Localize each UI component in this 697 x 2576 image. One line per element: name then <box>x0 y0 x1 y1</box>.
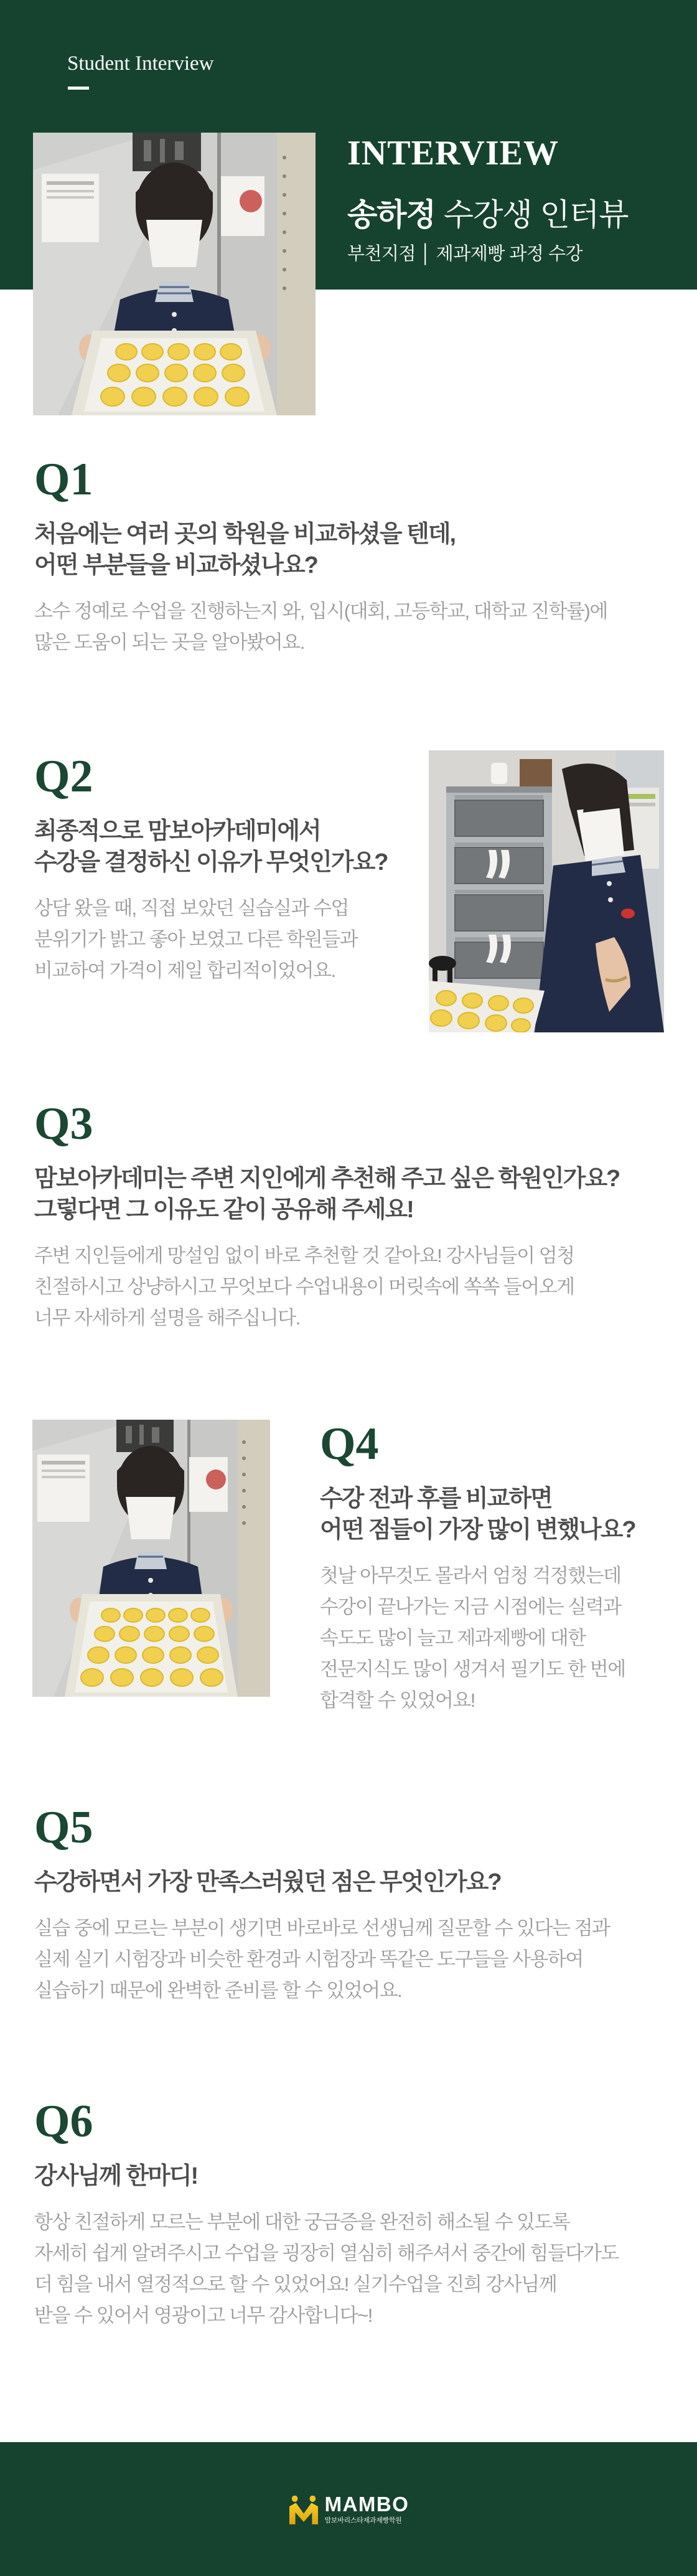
q1-answer <box>34 596 625 658</box>
q4-label: Q4 <box>320 1418 379 1470</box>
q5-answer-line3: 실습하기 때문에 완벽한 준비를 할 수 있었어요. <box>34 1979 402 2001</box>
q3-answer-line3: 너무 자세하게 설명을 해주십니다. <box>34 1307 300 1329</box>
student-photo-hero <box>33 133 316 415</box>
q1-question-line1: 처음에는 여러 곳의 학원을 비교하셨을 텐데, <box>34 521 456 547</box>
q6-answer-line1: 항상 친절하게 모르는 부분에 대한 궁금증을 완전히 해소될 수 있도록 <box>34 2211 570 2233</box>
q4-answer-line5: 합격할 수 있었어요! <box>320 1689 475 1711</box>
q6-question-line1: 강사님께 한마디! <box>34 2163 198 2189</box>
q6-question <box>34 2161 657 2192</box>
q6-label: Q6 <box>34 2096 93 2147</box>
q4-answer-line1: 첫날 아무것도 몰라서 엄청 걱정했는데 <box>320 1565 621 1587</box>
eyebrow-text: Student Interview <box>67 52 214 75</box>
mambo-logo-icon <box>288 2496 319 2524</box>
section-q4 <box>320 1418 643 1716</box>
q3-label: Q3 <box>34 1098 93 1149</box>
q3-question-line1: 맘보아카데미는 주변 지인에게 추천해 주고 싶은 학원인가요? <box>34 1166 620 1192</box>
q4-answer-line2: 수강이 끝나가는 지금 시점에는 실력과 <box>320 1596 621 1618</box>
footer-banner <box>0 2442 697 2576</box>
q1-question <box>34 519 625 581</box>
q6-answer-line2: 자세히 쉽게 알려주시고 수업을 굉장히 열심히 해주셔서 중간에 힘들다가도 <box>34 2242 619 2264</box>
q6-answer-line4: 받을 수 있어서 영광이고 너무 감사합니다~! <box>34 2305 372 2326</box>
student-name: 송하정 <box>347 197 436 232</box>
branch-course-subtitle: 부천지점 │ 제과제빵 과정 수강 <box>347 244 583 264</box>
q1-question-line2: 어떤 부분들을 비교하셨나요? <box>34 552 317 578</box>
q2-label: Q2 <box>34 751 93 802</box>
q5-answer-line1: 실습 중에 모르는 부분이 생기면 바로바로 선생님께 질문할 수 있다는 점과 <box>34 1917 610 1939</box>
q1-answer-line1: 소수 정예로 수업을 진행하는지 와, 입시(대회, 고등학교, 대학교 진학률)에 <box>34 600 607 622</box>
q5-question <box>34 1867 657 1898</box>
q4-question <box>320 1483 643 1545</box>
student-name-suffix: 수강생 인터뷰 <box>435 197 629 232</box>
q2-question <box>34 816 420 878</box>
mambo-logo-text <box>325 2494 409 2524</box>
student-photo-q4 <box>32 1420 270 1697</box>
section-q1 <box>34 456 625 658</box>
q2-answer-line3: 비교하여 가격이 제일 합리적이었어요. <box>34 960 335 981</box>
mambo-logo <box>0 2442 697 2576</box>
page-title: INTERVIEW <box>347 134 559 172</box>
q5-answer <box>34 1913 657 2006</box>
q3-question <box>34 1163 650 1225</box>
q2-answer-line2: 분위기가 밝고 좋아 보였고 다른 학원들과 <box>34 928 358 950</box>
header-info <box>347 136 629 265</box>
q2-question-line1: 최종적으로 맘보아카데미에서 <box>34 818 320 844</box>
q3-question-line2: 그렇다면 그 이유도 같이 공유해 주세요! <box>34 1197 413 1223</box>
section-q6 <box>34 2098 657 2331</box>
mambo-logo-word: MAMBO <box>324 2493 409 2516</box>
q4-answer-line4: 전문지식도 많이 생겨서 필기도 한 번에 <box>320 1658 625 1680</box>
q4-question-line1: 수강 전과 후를 비교하면 <box>320 1486 552 1512</box>
q4-answer-line3: 속도도 많이 늘고 제과제빵에 대한 <box>320 1627 586 1649</box>
section-q5 <box>34 1802 657 2006</box>
student-photo-q4-illustration <box>32 1420 270 1697</box>
section-q2 <box>34 753 420 986</box>
student-photo-hero-illustration <box>33 133 316 415</box>
q3-answer-line1: 주변 지인들에게 망설임 없이 바로 추천할 것 같아요! 강사님들이 엄청 <box>34 1245 574 1267</box>
section-q3 <box>34 1098 650 1334</box>
q6-answer <box>34 2207 657 2331</box>
q5-label: Q5 <box>34 1802 93 1853</box>
q1-label: Q1 <box>34 454 93 505</box>
q2-answer-line1: 상담 왔을 때, 직접 보았던 실습실과 수업 <box>34 897 348 919</box>
q3-answer-line2: 친절하시고 상냥하시고 무엇보다 수업내용이 머릿속에 쏙쏙 들어오게 <box>34 1276 574 1298</box>
student-name-line <box>347 198 629 232</box>
student-photo-q2-illustration <box>429 750 664 1032</box>
q6-answer-line3: 더 힘을 내서 열정적으로 할 수 있었어요! 실기수업을 진희 강사님께 <box>34 2273 557 2295</box>
q3-answer <box>34 1240 650 1334</box>
q1-answer-line2: 많은 도움이 되는 곳을 알아봤어요. <box>34 631 304 653</box>
eyebrow-dash <box>68 87 89 90</box>
q4-question-line2: 어떤 점들이 가장 많이 변했나요? <box>320 1517 635 1543</box>
q4-answer <box>320 1560 643 1716</box>
q5-question-line1: 수강하면서 가장 만족스러웠던 점은 무엇인가요? <box>34 1869 501 1895</box>
q2-question-line2: 수강을 결정하신 이유가 무엇인가요? <box>34 849 388 875</box>
q5-answer-line2: 실제 실기 시험장과 비슷한 환경과 시험장과 똑같은 도구들을 사용하여 <box>34 1948 583 1970</box>
student-photo-q2 <box>429 750 664 1032</box>
mambo-logo-subtext: 맘보바리스타제과제빵학원 <box>324 2517 402 2524</box>
q2-answer <box>34 893 420 986</box>
